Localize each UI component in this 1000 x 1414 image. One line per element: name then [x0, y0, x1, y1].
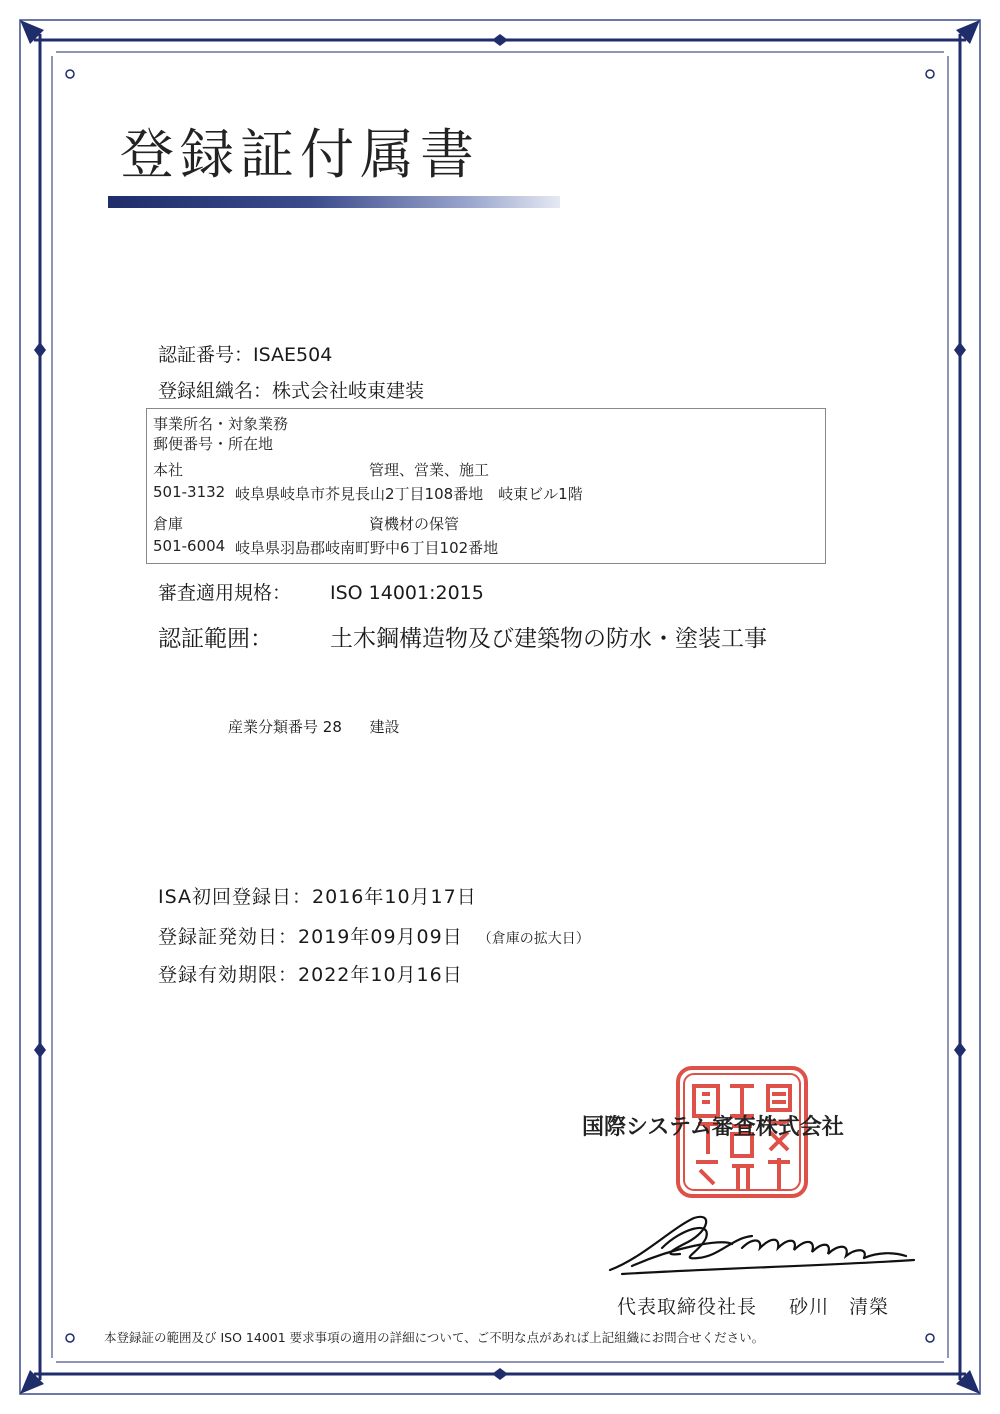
organization-label: 登録組織名：: [158, 380, 273, 402]
sites-table: [146, 408, 826, 564]
sites-header-line2: 郵便番号・所在地: [153, 435, 274, 453]
expiry-date-value: 2022年10月16日: [298, 964, 463, 986]
effective-date-note: （倉庫の拡大日）: [477, 931, 590, 947]
cert-number-label: 認証番号：: [158, 344, 254, 366]
site-postal: 501-3132: [153, 483, 226, 501]
initial-date-value: 2016年10月17日: [312, 886, 477, 908]
document-title: 登録証付属書: [120, 123, 480, 186]
organization-row: [158, 376, 424, 403]
expiry-date-row: [158, 960, 463, 987]
title-underline: [108, 196, 560, 208]
signature: [602, 1208, 920, 1280]
standard-row: [158, 578, 484, 605]
site-name: 倉庫: [153, 515, 184, 533]
representative: [617, 1292, 889, 1319]
scope-label: 認証範囲：: [158, 626, 273, 652]
initial-date-label: ISA初回登録日：: [158, 886, 313, 908]
scope-row: [158, 620, 767, 653]
site-activity: 資機材の保管: [369, 515, 460, 533]
issuer-company: 国際システム審査株式会社: [582, 1115, 844, 1140]
initial-date-row: [158, 882, 477, 909]
industry-code: 28: [322, 718, 342, 736]
effective-date-row: [158, 922, 590, 949]
site-address: 岐阜県羽島郡岐南町野中6丁目102番地: [235, 539, 499, 557]
cert-number-value: ISAE504: [253, 344, 333, 366]
site-name: 本社: [153, 461, 184, 479]
expiry-date-label: 登録有効期限：: [158, 964, 299, 986]
representative-name: 砂川 清榮: [789, 1296, 890, 1318]
standard-value: ISO 14001:2015: [330, 582, 484, 604]
effective-date-label: 登録証発効日：: [158, 926, 299, 948]
effective-date-value: 2019年09月09日: [298, 926, 463, 948]
representative-title: 代表取締役社長: [617, 1296, 758, 1318]
industry-row: [228, 716, 399, 737]
site-activity: 管理、営業、施工: [369, 461, 490, 479]
site-address: 岐阜県岐阜市芥見長山2丁目108番地 岐東ビル1階: [235, 485, 583, 503]
organization-value: 株式会社岐東建装: [272, 380, 425, 402]
industry-name: 建設: [369, 718, 400, 736]
scope-value: 土木鋼構造物及び建築物の防水・塗装工事: [330, 626, 767, 652]
sites-header-line1: 事業所名・対象業務: [153, 415, 289, 433]
industry-label: 産業分類番号: [228, 718, 319, 736]
site-postal: 501-6004: [153, 537, 226, 555]
footer-note: 本登録証の範囲及び ISO 14001 要求事項の適用の詳細について、ご不明な点があれば上記組織にお問合せください。: [104, 1330, 765, 1345]
standard-label: 審査適用規格：: [158, 582, 292, 604]
cert-number-row: [158, 340, 332, 367]
